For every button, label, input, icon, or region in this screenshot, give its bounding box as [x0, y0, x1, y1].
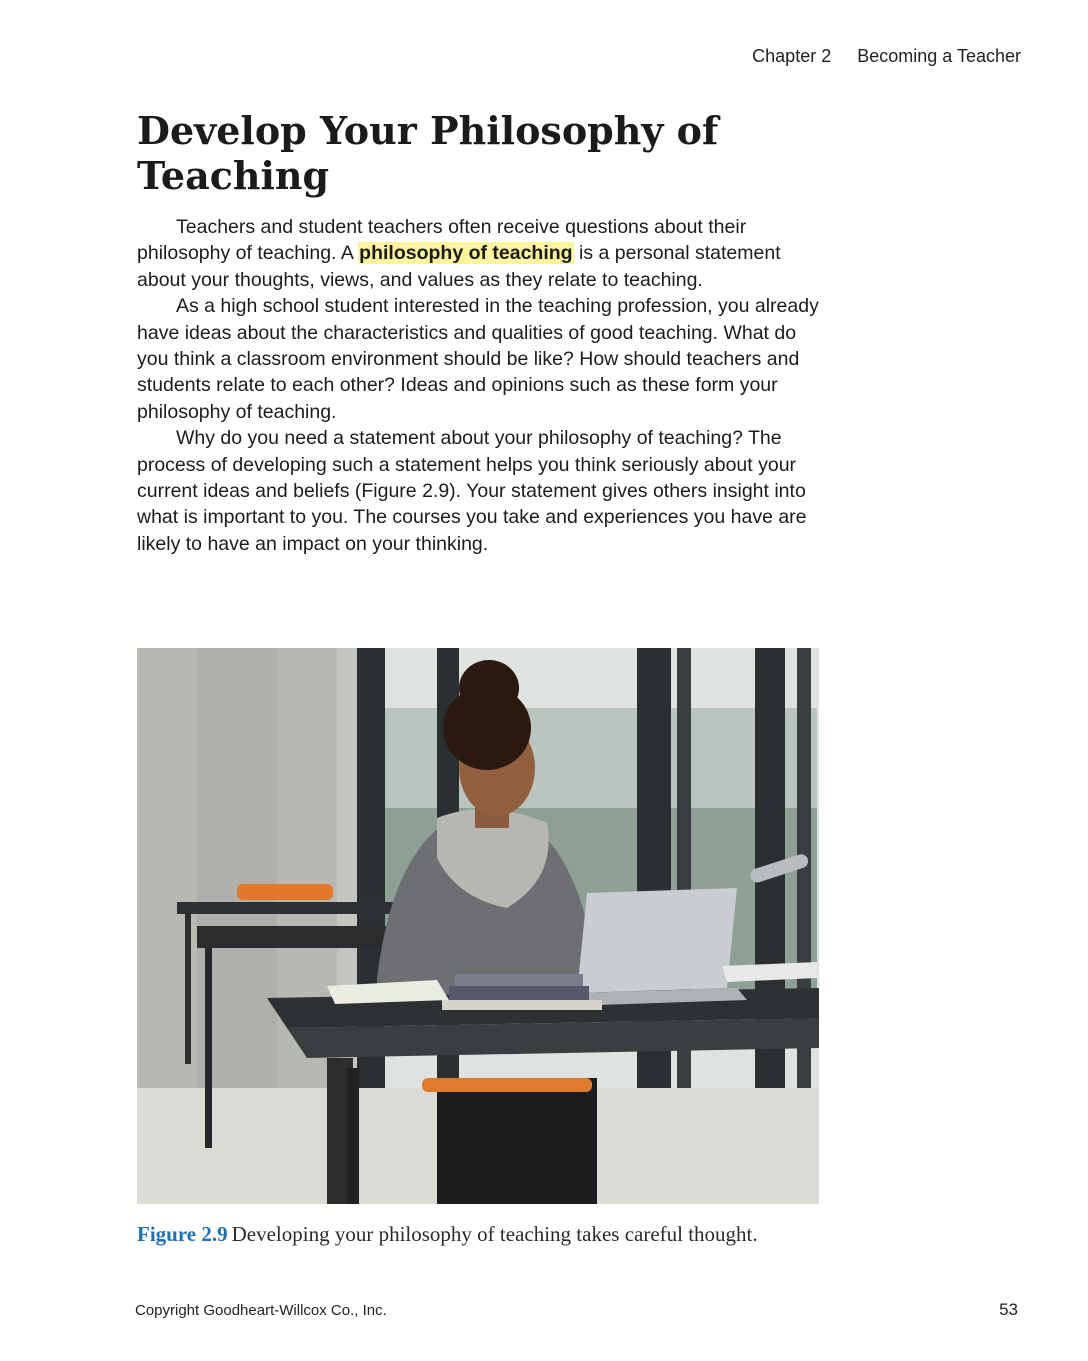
figure-caption-text: Developing your philosophy of teaching takes careful thought.	[231, 1222, 758, 1246]
paragraph-1	[137, 214, 827, 293]
paragraph-1-lead: Teachers and student teachers often receive questions about their philosophy of teaching. A	[137, 216, 747, 265]
page-number: 53	[999, 1300, 1018, 1319]
key-term-highlight: philosophy of teaching	[359, 242, 573, 265]
copyright-notice: Copyright Goodheart-Willcox Co., Inc.	[135, 1302, 387, 1319]
figure-caption	[137, 1222, 857, 1247]
chapter-number: Chapter 2	[752, 46, 832, 66]
chapter-title: Becoming a Teacher	[857, 46, 1021, 66]
paragraph-3: Why do you need a statement about your philosophy of teaching? The process of developing such a statement helps you think seriously about your current ideas and beliefs (Figure 2.9). Your statement gives others insight into what is important to you. The courses you take and experiences you have are likely to have an impact on your thinking.	[137, 427, 807, 555]
figure-label: Figure 2.9	[137, 1222, 228, 1246]
section-title: Develop Your Philosophy of Teaching	[137, 108, 719, 198]
figure-photo	[137, 648, 819, 1204]
paragraph-2: As a high school student interested in the teaching profession, you already have ideas about the characteristics and qualities of good teaching. What do you think a classroom environment should be like? How should teachers and students relate to each other? Ideas and opinions such as these form your philosophy of teaching.	[137, 295, 819, 423]
body-text	[137, 214, 827, 557]
student-studying-illustration	[137, 648, 819, 1204]
paragraph-1-rest: is a personal statement about your thoughts, views, and values as they relate to teaching.	[137, 242, 781, 291]
running-head	[752, 46, 1021, 67]
